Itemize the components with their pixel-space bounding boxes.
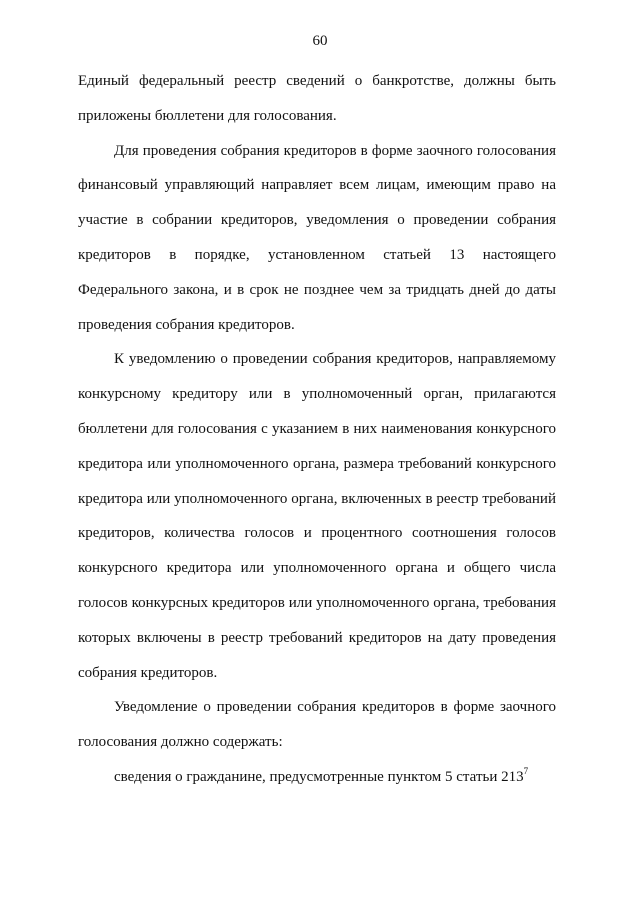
paragraph-voting-notice: Для проведения собрания кредиторов в форме заочного голосования финансовый управляющий направляет всем лицам, имеющим право на участие в собрании кредиторов, уведомления о проведении собрания кредиторов в порядке, установленном статьей 13 настоящего Федерального закона, и в срок не позднее чем за тридцать дней до даты проведения собрания кредиторов. [78,142,556,333]
paragraph-citizen-info-text: сведения о гражданине, предусмотренные пунктом 5 статьи 213 [114,768,524,785]
paragraph-notice-contents: Уведомление о проведении собрания кредиторов в форме заочного голосования должно содержать: [78,699,556,751]
page-number: 60 [312,33,328,49]
document-body [78,64,556,795]
footnote-superscript: 7 [523,765,529,776]
paragraph-citizen-info [78,760,556,795]
paragraph-ballots: К уведомлению о проведении собрания кредиторов, направляемому конкурсному кредитору или в уполномоченный орган, прилагаются бюллетени для голосования с указанием в них наименования конкурсного кредитора или уполномоченного органа, размера требований конкурсного кредитора или уполномоченного органа, включенных в реестр требований кредиторов, количества голосов и процентного соотношения голосов конкурсного кредитора или уполномоченного органа и общего числа голосов конкурсных кредиторов или уполномоченного органа, требования которых включены в реестр требований кредиторов на дату проведения собрания кредиторов. [78,351,556,681]
paragraph-continuation: Единый федеральный реестр сведений о банкротстве, должны быть приложены бюллетени для голосования. [78,73,556,124]
